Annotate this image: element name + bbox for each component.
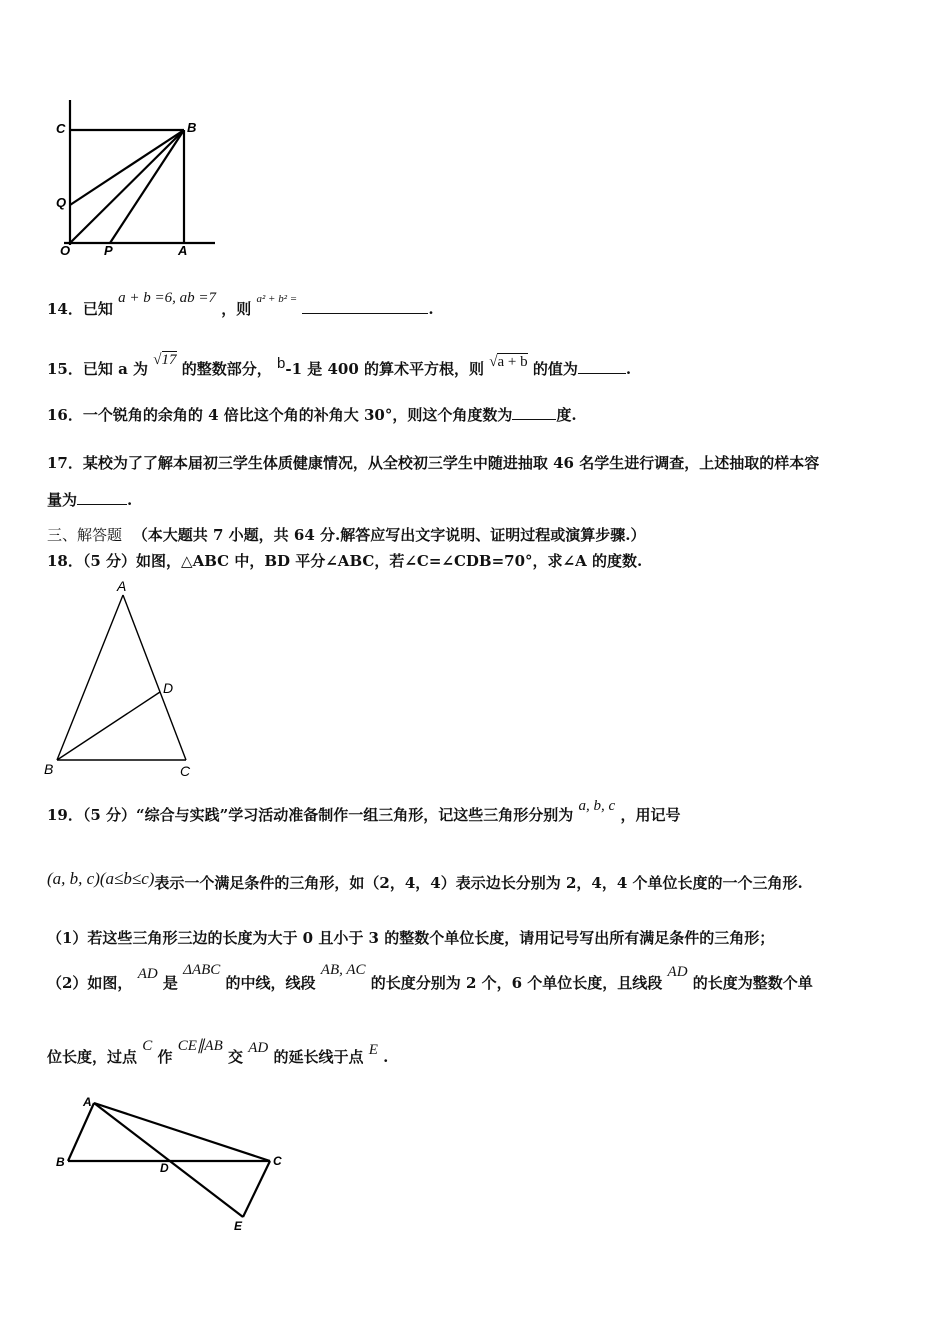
q15-text3: 的值为: [532, 360, 578, 378]
figure-square-obac: [40, 95, 230, 260]
section-3-title: 三、解答题: [47, 526, 123, 544]
label-o: O: [60, 243, 71, 258]
q19-abc: a, b, c: [578, 798, 616, 814]
q14-number: 14．已知: [47, 300, 113, 318]
q14-expression2: a² + b² =: [256, 293, 298, 305]
q17-end: .: [127, 491, 133, 509]
q16-end: 度.: [556, 406, 577, 424]
label-d: D: [160, 1161, 169, 1175]
question-14: [47, 290, 434, 319]
q19-p3-a: 位长度，过点: [47, 1048, 138, 1066]
label-q: Q: [56, 195, 67, 210]
label-d: D: [163, 680, 174, 696]
question-19-part2-cont: [47, 1038, 389, 1067]
label-p: P: [104, 243, 113, 258]
label-b: B: [56, 1155, 65, 1169]
q19-ce-parallel-ab: CE∥AB: [177, 1038, 223, 1054]
question-19-line2: [47, 869, 803, 893]
question-19-line1: [47, 798, 681, 825]
q19-p2-c: 的中线，线段: [225, 974, 316, 992]
q19-p2-a: （2）如图，: [47, 974, 133, 992]
q19-triangle-abc: ΔABC: [183, 962, 221, 978]
q16-text: 16．一个锐角的余角的 4 倍比这个角的补角大 30°，则这个角度数为: [47, 406, 513, 424]
label-b: B: [187, 120, 197, 135]
q17-line2-text: 量为: [47, 491, 78, 509]
q15-b: b: [277, 355, 286, 372]
q19-p3-d: 的延长线于点: [273, 1048, 364, 1066]
label-a: A: [117, 578, 127, 594]
question-19-part2: [47, 962, 813, 993]
q14-mid: ，则: [221, 300, 252, 318]
q19-p2-b: 是: [162, 974, 178, 992]
label-b: B: [44, 761, 54, 777]
q19-ab-ac: AB, AC: [320, 962, 366, 978]
q19-line2-text: 表示一个满足条件的三角形，如（2，4，4）表示边长分别为 2，4，4 个单位长度的一个三角形.: [154, 874, 803, 892]
q15-answer-blank[interactable]: [578, 361, 626, 374]
q19-ad-3: AD: [248, 1040, 269, 1056]
q15-end: .: [625, 360, 632, 378]
q19-p2-e: 的长度为整数个单: [692, 974, 813, 992]
q19-p3-e: .: [383, 1048, 389, 1066]
q19-line1-text: 19．（5 分）“综合与实践”学习活动准备制作一组三角形，记这些三角形分别为: [47, 806, 574, 824]
q19-notation: (a, b, c)(a≤b≤c): [47, 869, 155, 888]
q16-answer-blank[interactable]: [512, 407, 556, 420]
section-3-note: （本大题共 7 小题，共 64 分.解答应写出文字说明、证明过程或演算步骤.）: [132, 526, 646, 544]
sqrt-a-plus-b: √a + b: [489, 354, 528, 370]
question-15: [47, 352, 632, 379]
label-a: A: [83, 1095, 92, 1109]
question-17-line2: [47, 489, 132, 510]
q14-end: .: [428, 300, 434, 318]
label-c: C: [273, 1154, 282, 1168]
q19-p2-d: 的长度分别为 2 个，6 个单位长度，且线段: [370, 974, 663, 992]
q19-p3-b: 作: [157, 1048, 173, 1066]
figure-median-ad: [48, 1090, 298, 1235]
q19-point-e: E: [368, 1042, 378, 1058]
q19-ad-2: AD: [667, 964, 688, 980]
q14-expression: a + b =6, ab =7: [118, 290, 216, 306]
q14-answer-blank[interactable]: [302, 301, 428, 314]
label-c: C: [180, 763, 191, 779]
q19-p3-c: 交: [227, 1048, 243, 1066]
question-19-part1: （1）若这些三角形三边的长度为大于 0 且小于 3 的整数个单位长度，请用记号写出所有满足条件的三角形；: [47, 929, 775, 947]
question-16: [47, 404, 577, 425]
label-c: C: [56, 121, 66, 136]
label-a: A: [178, 243, 188, 258]
q19-point-c: C: [142, 1038, 153, 1054]
q19-ad: AD: [137, 966, 158, 982]
sqrt-17: √17: [153, 352, 177, 368]
q15-text2: -1 是 400 的算术平方根，则: [285, 360, 484, 378]
q17-answer-blank[interactable]: [77, 492, 127, 505]
q15-number: 15．已知 a 为: [47, 360, 149, 378]
question-17-line1: 17．某校为了了解本届初三学生体质健康情况，从全校初三学生中随进抽取 46 名学生进行调查，上述抽取的样本容: [47, 454, 820, 472]
question-18: 18．（5 分）如图，△ABC 中，BD 平分∠ABC，若∠C=∠CDB=70°，求∠A 的度数.: [47, 552, 643, 570]
label-e: E: [234, 1219, 243, 1233]
q15-text1: 的整数部分，: [181, 360, 272, 378]
section-3-heading: [47, 524, 645, 545]
figure-triangle-abc: [40, 575, 210, 785]
q19-line1-end: ，用记号: [620, 806, 681, 824]
